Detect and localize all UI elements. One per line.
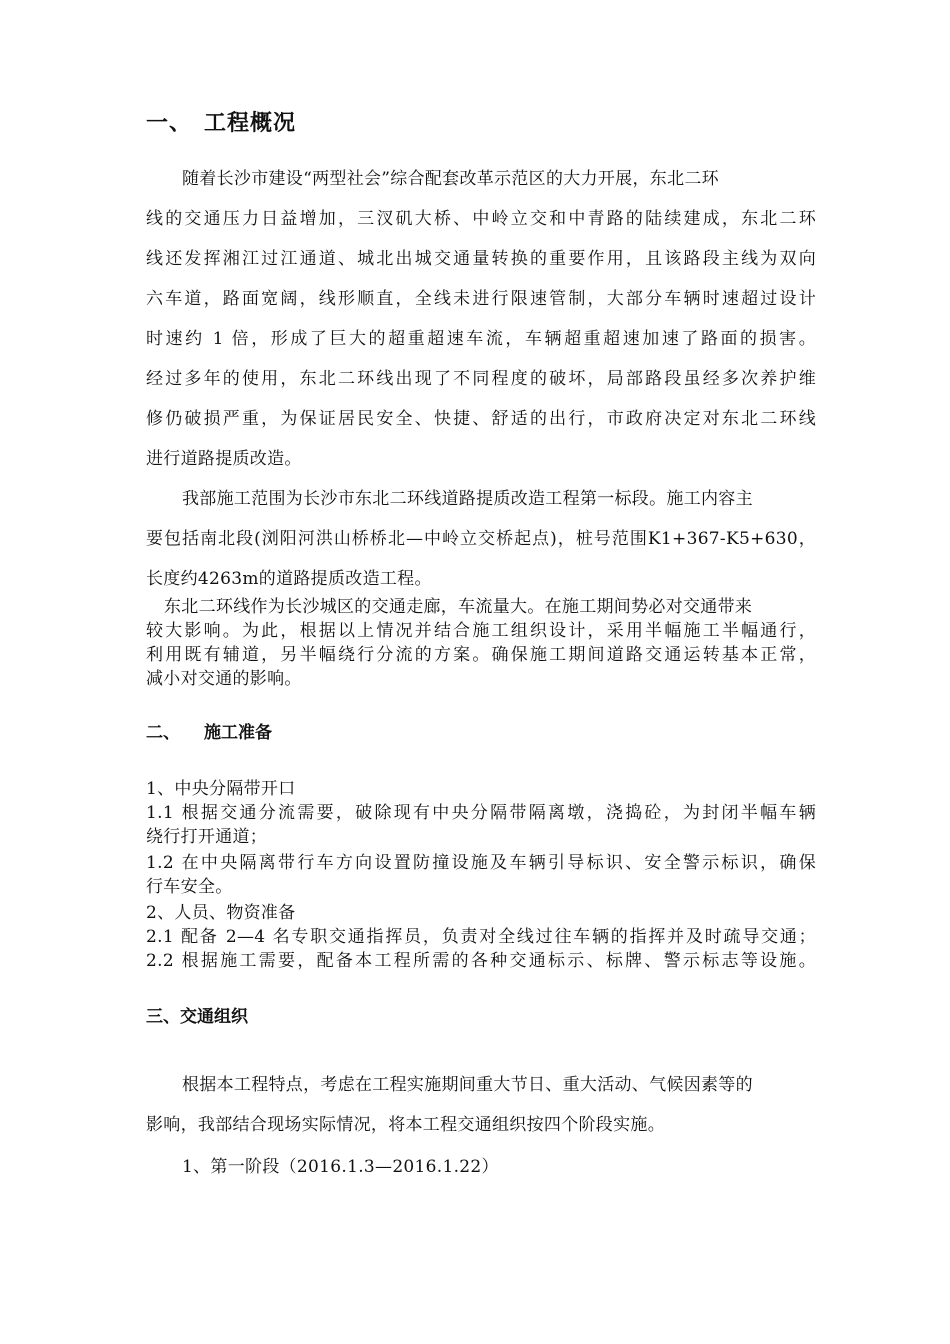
section-2-line-1: 1、中央分隔带开口 (146, 779, 296, 799)
section-2-line-4: 1.2 在中央隔离带行车方向设置防撞设施及车辆引导标识、安全警示标识，确保 (146, 853, 816, 873)
section-1-title: 工程概况 (204, 111, 297, 136)
section-3-heading: 三、交通组织 (146, 1007, 248, 1027)
section-1-para-1-line-4: 六车道，路面宽阔，线形顺直，全线未进行限速管制，大部分车辆时速超过设计 (146, 289, 816, 309)
section-1-para-1-line-1: 随着长沙市建设“两型社会”综合配套改革示范区的大力开展，东北二环 (182, 169, 719, 189)
section-1-para-1-line-5: 时速约 1 倍，形成了巨大的超重超速车流，车辆超重超速加速了路面的损害。 (146, 329, 816, 349)
section-1-para-3-line-3: 利用既有辅道，另半幅绕行分流的方案。确保施工期间道路交通运转基本正常， (146, 645, 816, 665)
section-1-para-3-line-1: 东北二环线作为长沙城区的交通走廊，车流量大。在施工期间势必对交通带来 (164, 597, 753, 617)
section-1-para-1-line-3: 线还发挥湘江过江通道、城北出城交通量转换的重要作用，且该路段主线为双向 (146, 249, 816, 269)
section-3-para-1-line-1: 根据本工程特点，考虑在工程实施期间重大节日、重大活动、气候因素等的 (182, 1075, 753, 1095)
section-1-para-1-line-6: 经过多年的使用，东北二环线出现了不同程度的破坏，局部路段虽经多次养护维 (146, 369, 816, 389)
section-2-line-5: 行车安全。 (146, 877, 233, 897)
section-2-title: 施工准备 (204, 723, 272, 743)
section-3-para-1-line-2: 影响，我部结合现场实际情况，将本工程交通组织按四个阶段实施。 (146, 1115, 665, 1135)
section-2-line-7: 2.1 配备 2—4 名专职交通指挥员，负责对全线过往车辆的指挥并及时疏导交通； (146, 927, 816, 947)
section-1-para-1-line-7: 修仍破损严重，为保证居民安全、快捷、舒适的出行，市政府决定对东北二环线 (146, 409, 816, 429)
section-1-number: 一、 (146, 111, 193, 136)
section-2-number: 二、 (146, 723, 180, 743)
section-1-para-2-line-3: 长度约4263m的道路提质改造工程。 (146, 569, 432, 589)
section-1-heading (146, 106, 296, 137)
section-1-para-1-line-2: 线的交通压力日益增加，三汊矶大桥、中岭立交和中青路的陆续建成，东北二环 (146, 209, 816, 229)
section-2-line-6: 2、人员、物资准备 (146, 903, 296, 923)
section-3-stage-1: 1、第一阶段（2016.1.3—2016.1.22） (182, 1157, 499, 1177)
section-2-heading (146, 718, 272, 743)
section-1-para-2-line-1: 我部施工范围为长沙市东北二环线道路提质改造工程第一标段。施工内容主 (182, 489, 753, 509)
section-2-line-2: 1.1 根据交通分流需要，破除现有中央分隔带隔离墩，浇捣砼，为封闭半幅车辆 (146, 803, 816, 823)
section-1-para-3-line-2: 较大影响。为此，根据以上情况并结合施工组织设计，采用半幅施工半幅通行， (146, 621, 816, 641)
section-1-para-2-line-2: 要包括南北段(浏阳河洪山桥桥北—中岭立交桥起点)，桩号范围K1+367-K5+630， (146, 529, 816, 549)
section-1-para-1-line-8: 进行道路提质改造。 (146, 449, 302, 469)
section-2-line-3: 绕行打开通道； (146, 827, 268, 847)
section-2-line-8: 2.2 根据施工需要，配备本工程所需的各种交通标示、标牌、警示标志等设施。 (146, 951, 816, 971)
section-1-para-3-line-4: 减小对交通的影响。 (146, 669, 302, 689)
